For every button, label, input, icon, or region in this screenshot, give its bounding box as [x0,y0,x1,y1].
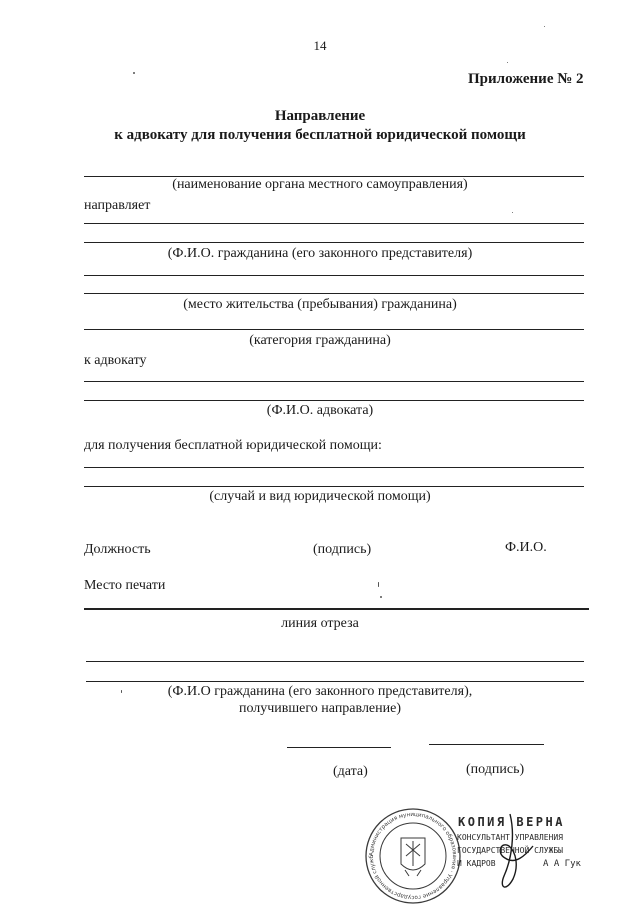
fio-label: Ф.И.О. [505,540,547,555]
scan-speck [378,582,379,587]
signature-label: (подпись) [313,542,372,557]
blank-line-recipient-1[interactable] [86,661,584,662]
stamp-text: КОПИЯ ВЕРНА [458,815,565,829]
hint-recipient-line2: получившего направление) [238,701,402,716]
document-title: Направление [274,108,366,124]
hint-advocate: (Ф.И.О. адвоката) [266,403,374,418]
blank-line-signature[interactable] [429,744,544,745]
seal-place-label: Место печати [84,578,166,593]
hint-authority: (наименование органа местного самоуправления) [172,177,468,192]
blank-line-citizen-2[interactable] [84,242,584,243]
stamp-line2: КОНСУЛЬТАНТ УПРАВЛЕНИЯ [457,833,563,842]
cut-line [84,608,589,610]
to-advocate-label: к адвокату [84,353,147,368]
stamp-graphic [365,786,605,906]
blank-line-date[interactable] [287,747,391,748]
stamp-line3: ГОСУДАРСТВЕННОЙ СЛУЖБЫ [457,846,563,855]
purpose-label: для получения бесплатной юридической помощи: [84,438,382,453]
blank-line-category[interactable] [84,329,584,330]
hint-recipient-line1: (Ф.И.О гражданина (его законного представителя), [167,684,473,699]
hint-residence: (место жительства (пребывания) гражданина) [183,297,457,312]
stamp-line4: И КАДРОВ [457,859,496,868]
scan-speck [121,690,122,693]
document-subtitle: к адвокату для получения бесплатной юридической помощи [114,127,526,143]
blank-line-residence-2[interactable] [84,293,584,294]
blank-line-advocate-2[interactable] [84,400,584,401]
scan-speck [133,72,135,74]
blank-line-case-1[interactable] [84,467,584,468]
appendix-label: Приложение № 2 [468,71,584,87]
scan-speck [507,62,508,63]
directs-label: направляет [84,198,151,213]
hint-case: (случай и вид юридической помощи) [209,489,431,504]
blank-line-citizen-1[interactable] [84,223,584,224]
blank-line-recipient-2[interactable] [86,681,584,682]
position-label: Должность [84,542,151,557]
blank-line-case-2[interactable] [84,486,584,487]
blank-line-advocate-1[interactable] [84,381,584,382]
tear-off-signature-label: (подпись) [466,762,525,777]
hint-category: (категория гражданина) [249,333,391,348]
stamp-initials: А А Гук [543,859,581,869]
scan-speck [380,596,382,598]
scan-speck [512,212,513,213]
page-number: 14 [313,38,327,53]
certification-stamp [365,786,605,906]
scan-speck [544,26,545,27]
date-label: (дата) [333,764,368,779]
cut-line-label: линия отреза [281,616,359,631]
seal-ring-text: Администрация муниципального образования · Управление государственной служб [368,811,458,901]
hint-citizen: (Ф.И.О. гражданина (его законного представителя) [167,246,473,261]
blank-line-residence-1[interactable] [84,275,584,276]
